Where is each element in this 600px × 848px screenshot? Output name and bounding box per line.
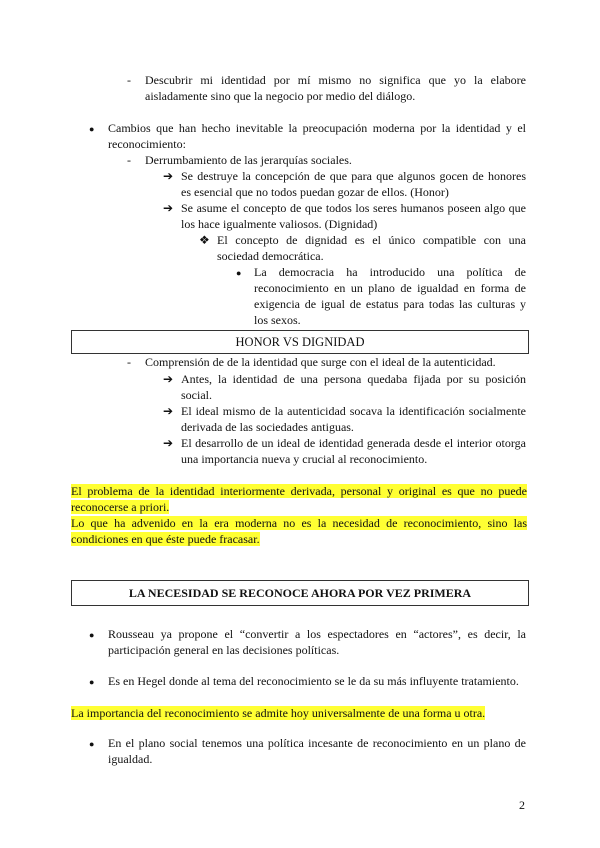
paragraph-line: Antes, la identidad de una persona quedaba fijada por su posición [181, 372, 526, 386]
bullet-marker: ● [89, 630, 95, 640]
paragraph-line: La democracia ha introducido una política de [254, 265, 526, 279]
highlight-line-wrap [71, 531, 260, 547]
paragraph-line: social. [181, 388, 212, 402]
paragraph-line: Rousseau ya propone el “convertir a los espectadores en “actores”, es decir, la [108, 627, 526, 641]
dash-marker: - [127, 73, 131, 87]
paragraph-line: sociedad democrática. [217, 249, 324, 263]
paragraph-line: El ideal mismo de la autenticidad socava la identificación socialmente [181, 404, 526, 418]
paragraph-line: reconocimiento en un plano de igualdad en forma de [254, 281, 526, 295]
paragraph-line: derivada de las sociedades antiguas. [181, 420, 354, 434]
highlighted-text: La importancia del reconocimiento se admite hoy universalmente de una forma u otra. [71, 706, 486, 720]
paragraph-line: los sexos. [254, 313, 301, 327]
paragraph-line: una importancia nueva y crucial al reconocimiento. [181, 452, 428, 466]
highlighted-text: condiciones en que éste puede fracasar. [71, 532, 260, 546]
paragraph-line: los hace igualmente valiosos. (Dignidad) [181, 217, 378, 231]
arrow-icon: ➔ [163, 436, 174, 450]
arrow-icon: ➔ [163, 372, 174, 386]
section-title-box: LA NECESIDAD SE RECONOCE AHORA POR VEZ PRIMERA [71, 580, 529, 606]
paragraph-line: reconocimiento: [108, 137, 186, 151]
paragraph-line: es esencial que no todos puedan gozar de ellos. (Honor) [181, 185, 449, 199]
page-number: 2 [519, 798, 525, 812]
paragraph-line: aisladamente sino que la negocio por medio del diálogo. [145, 89, 416, 103]
paragraph-line: participación general en las decisiones políticas. [108, 643, 340, 657]
highlight-line-wrap [71, 499, 169, 515]
paragraph-line: El desarrollo de un ideal de identidad generada desde el interior otorga [181, 436, 526, 450]
paragraph-line: Se destruye la concepción de que para que algunos gocen de honores [181, 169, 526, 183]
highlight-line-wrap [71, 705, 485, 721]
dash-marker: - [127, 355, 131, 369]
paragraph-line: Se asume el concepto de que todos los seres humanos poseen algo que [181, 201, 526, 215]
bullet-marker: ● [89, 124, 95, 134]
paragraph-line: Derrumbamiento de las jerarquías sociales. [145, 153, 352, 167]
paragraph-line: Es en Hegel donde al tema del reconocimiento se le da su más influyente tratamiento. [108, 674, 519, 688]
paragraph-line: Descubrir mi identidad por mí mismo no significa que yo la elabore [145, 73, 526, 87]
paragraph-line: El concepto de dignidad es el único compatible con una [217, 233, 526, 247]
section-title-box: HONOR VS DIGNIDAD [71, 330, 529, 354]
highlight-line-wrap [71, 515, 527, 531]
paragraph-line: Cambios que han hecho inevitable la preocupación moderna por la identidad y el [108, 121, 526, 135]
arrow-icon: ➔ [163, 169, 174, 183]
arrow-icon: ➔ [163, 404, 174, 418]
paragraph-line: En el plano social tenemos una política incesante de reconocimiento en un plano de [108, 736, 526, 750]
highlighted-text: reconocerse a priori. [71, 500, 170, 514]
paragraph-line: igualdad. [108, 752, 153, 766]
paragraph-line: exigencia de igual de estatus para todas las culturas y [254, 297, 526, 311]
dash-marker: - [127, 153, 131, 167]
bullet-marker: ● [89, 677, 95, 687]
bullet-marker: ● [236, 268, 242, 278]
paragraph-line: Comprensión de de la identidad que surge con el ideal de la autenticidad. [145, 355, 496, 369]
arrow-icon: ➔ [163, 201, 174, 215]
highlighted-text: Lo que ha advenido en la era moderna no es la necesidad de reconocimiento, sino las [71, 516, 527, 530]
diamond-icon: ❖ [199, 233, 210, 247]
bullet-marker: ● [89, 739, 95, 749]
highlight-line-wrap [71, 483, 527, 499]
highlighted-text: El problema de la identidad interiormente derivada, personal y original es que no puede [71, 484, 527, 498]
